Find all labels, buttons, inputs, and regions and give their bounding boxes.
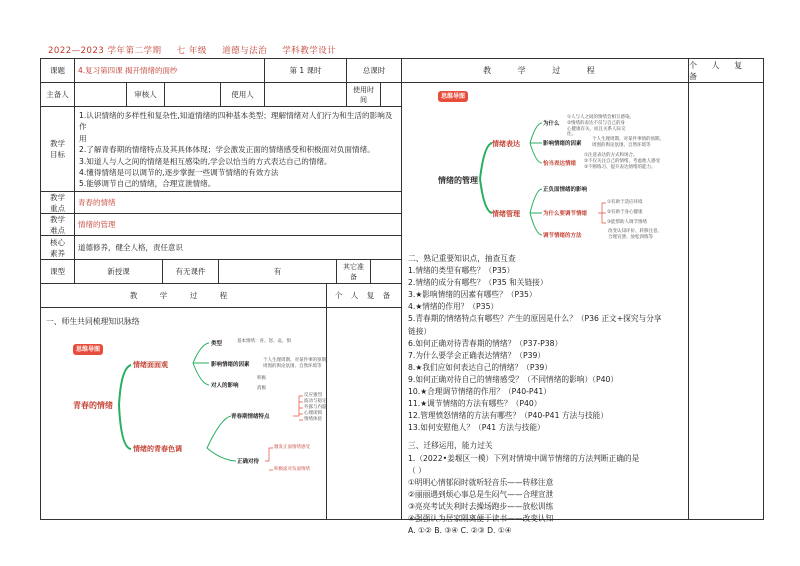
mcq-bracket: （ ） xyxy=(408,465,426,475)
mindmap-detail: ②不仅关注自己的情绪，考虑他人感受 xyxy=(584,159,661,164)
mindmap-node: 对人的影响 xyxy=(211,383,239,389)
doc-type: 学科教学设计 xyxy=(282,46,337,56)
lesson-type-value: 新授课 xyxy=(75,260,163,283)
difficulty-value: 情绪的管理 xyxy=(78,220,116,229)
user-label: 使用人 xyxy=(221,83,265,106)
courseware-label: 有无课件 xyxy=(163,260,219,283)
mindmap-detail: 激发正面情绪感受 xyxy=(274,445,310,450)
staff-row xyxy=(41,83,401,107)
personal-prep-header: 个 人 复 备 xyxy=(334,291,394,300)
teaching-process-table xyxy=(402,58,764,536)
mindmap-detail: 基本情绪：喜、怒、哀、惧 xyxy=(237,339,291,344)
mindmap-node: 调节情绪的方法 xyxy=(543,233,582,239)
question-item: 6.如何正确对待青春期的情绪？（P37-P38） xyxy=(408,338,563,348)
mindmap-root-right: 情绪的管理 xyxy=(438,176,478,185)
mindmap-branch-1: 情绪面面观 xyxy=(133,361,168,369)
preparer-value xyxy=(75,83,127,106)
courseware-value: 有 xyxy=(219,260,337,283)
reviewer-label: 审核人 xyxy=(127,83,165,106)
topic-value: 4.复习第四课 揭开情绪的面纱 xyxy=(75,59,265,82)
key-point-value: 青春的情绪 xyxy=(78,198,116,207)
mcq-statement: ②丽丽遇到烦心事总是生闷气——合理宣泄 xyxy=(408,489,554,499)
question-item: 1.情绪的类型有哪些？（P35） xyxy=(408,266,515,276)
question-item: 4.★情绪的作用？（P35） xyxy=(408,302,499,312)
question-item: 8.★我们应如何表达自己的情绪？（P39） xyxy=(408,362,552,372)
lesson-type-row xyxy=(41,260,401,284)
mindmap-detail: ③不断练习、提升表达情绪的能力。 xyxy=(584,165,656,170)
grade: 七 年级 xyxy=(176,46,207,56)
mindmap-detail: ③能帮助人调节情绪 xyxy=(607,220,648,225)
mcq-statement: ①明明心情郁闷时就听轻音乐——转移注意 xyxy=(408,477,554,487)
question-item: 7.为什么要学会正确表达情绪？（P39） xyxy=(408,350,546,360)
question-item: 链接） xyxy=(408,326,432,336)
mindmap-node: 为什么 xyxy=(543,121,560,127)
mindmap-detail: 消极 xyxy=(257,386,266,391)
mindmap-detail: 积极 xyxy=(257,376,266,381)
other-prep-label: 其它准备 xyxy=(337,260,371,283)
mindmap-badge-right: 思维导图 xyxy=(438,91,468,102)
lesson-info-table xyxy=(40,58,402,520)
core-literacy-value: 道德修养，健全人格，责任意识 xyxy=(78,243,183,252)
goal-item: 3.知道人与人之间的情绪是相互感染的,学会以恰当的方式表达自己的情绪。 xyxy=(79,156,332,166)
mcq-stem: 1.（2022•姜堰区一模）下列对情境中调节情绪的方法判断正确的是 xyxy=(408,453,640,463)
question-item: 11.★调节情绪的方法有哪些？（P40） xyxy=(408,399,542,409)
preparer-label: 主备人 xyxy=(41,83,75,106)
mindmap-branch-right-2: 情绪管理 xyxy=(492,210,520,218)
period-label: 第 1 课时 xyxy=(265,59,347,82)
mindmap-detail: 波动与稳定 xyxy=(304,399,327,404)
personal-prep-header-right: 个 人 复 备 xyxy=(689,60,749,81)
mindmap-node: 青春期情绪特点 xyxy=(231,414,270,420)
mcq-statement: ④强强认为居家隔离便于读书——改变认知 xyxy=(408,513,554,523)
mcq-statement: ③亮亮考试失利时去操场跑步——放松训练 xyxy=(408,501,554,511)
mindmap-detail: 改变认知评价、转移注意、 xyxy=(608,229,662,234)
process-body-row xyxy=(41,308,401,519)
question-item: 2.情绪的成分有哪些？（P35 和关链接） xyxy=(408,278,548,288)
use-time-label: 使用时间 xyxy=(347,83,381,106)
mindmap-node: 影响情绪的因素 xyxy=(211,362,250,368)
mindmap-detail: 情绪体验 xyxy=(304,417,322,422)
key-point-label: 教学重点 xyxy=(41,192,75,213)
mindmap-root: 青春的情绪 xyxy=(73,401,113,410)
goal-item: 4.懂得情绪是可以调节的,逐步掌握一些调节情绪的有效方法 xyxy=(79,168,279,178)
subject: 道德与法治 xyxy=(222,46,268,56)
topic-label: 课题 xyxy=(41,59,75,82)
mindmap-detail: ①人与人之间的情绪会相互感染。 xyxy=(567,115,635,120)
mindmap-branch-right-1: 情绪表达 xyxy=(492,140,520,148)
school-year: 2022—2023 学年第二学期 xyxy=(48,46,162,56)
mindmap-detail: ①注意表达的方式和场合。 xyxy=(584,153,638,158)
mindmap-detail: ②有助于身心健康 xyxy=(607,210,643,215)
personal-prep-body xyxy=(327,308,401,519)
section-3-title: 三、迁移运用，能力过关 xyxy=(408,441,493,451)
mindmap-detail: 外露与内隐 xyxy=(304,405,327,410)
question-item: 10.★合理调节情绪的作用？（P40-P41） xyxy=(408,387,551,397)
mindmap-detail: 周围的舆论氛围、自然环境等 xyxy=(592,143,651,148)
core-literacy-label: 核心素养 xyxy=(41,236,75,259)
mindmap-detail: 周围的舆论氛围、自然环境等 xyxy=(263,364,322,369)
mindmap-branch-2: 情绪的青春色调 xyxy=(133,445,182,453)
difficulty-row xyxy=(41,214,401,236)
process-body xyxy=(41,308,331,519)
other-prep-value xyxy=(371,260,401,283)
mindmap-detail: 心理闭锁 xyxy=(304,411,322,416)
mindmap-detail: 合理宣泄、放松训练等 xyxy=(608,235,653,240)
goal-item: 5.能够调节自己的情绪，合理宣泄情绪。 xyxy=(79,179,216,189)
reviewer-value xyxy=(165,83,221,106)
question-item: 9.如何正确对待自己的情绪感受？（不同情绪的影响）（P40） xyxy=(408,374,619,384)
difficulty-label: 教学难点 xyxy=(41,214,75,235)
mindmap-detail: ①有助于适应环境 xyxy=(607,200,643,205)
process-body-right xyxy=(402,83,689,536)
process-header-row xyxy=(41,284,401,308)
key-point-row xyxy=(41,192,401,214)
process-header: 教 学 过 程 xyxy=(41,284,327,307)
mindmap-node: 正确对待 xyxy=(237,459,260,465)
mcq-options: A. ①② B. ③④ C. ②③ D. ①④ xyxy=(408,526,512,536)
total-period-label: 总课时 xyxy=(362,66,386,75)
process-header-right: 教 学 过 程 xyxy=(402,59,689,82)
mindmap-badge: 思维导图 xyxy=(73,344,103,355)
mindmap-node: 影响情绪的因素 xyxy=(543,141,582,147)
document-header xyxy=(48,44,348,56)
mindmap-detail: 积极面对负面情绪 xyxy=(274,467,310,472)
goals-label: 教学目标 xyxy=(41,107,75,191)
section-2-title: 二、熟记重要知识点，抽查互查 xyxy=(408,254,516,263)
mindmap-node: 类型 xyxy=(211,341,223,347)
question-item: 5.青春期的情绪特点有哪些？产生的原因是什么？（P36 正文+探究与分享 xyxy=(408,314,662,324)
mindmap-node: 恰当表达情绪 xyxy=(543,161,577,167)
user-value xyxy=(265,83,347,106)
process-header-row-right xyxy=(402,59,763,83)
mindmap-detail: 个人生理周期、对某件事情的预期、 xyxy=(592,137,664,142)
mindmap-node: 正负面情绪的影响 xyxy=(543,187,588,193)
question-item: 13.如何安慰他人？（P41 方法与技能） xyxy=(408,423,545,433)
use-time-value xyxy=(381,83,401,106)
mindmap-detail: 个人生理周期、对某件事的预期、 xyxy=(263,358,331,363)
topic-row xyxy=(41,59,401,83)
mindmap-detail: ②情绪的表达不仅与自己的身心健康有关，而且关系人际交往。 xyxy=(567,121,626,137)
question-item: 3.★影响情绪的因素有哪些？（P35） xyxy=(408,290,537,300)
goal-item: 用 xyxy=(79,133,87,143)
goal-item: 1.认识情绪的多样性和复杂性,知道情绪的四种基本类型；理解情绪对人们行为和生活的影响及作 xyxy=(79,111,393,132)
goals-row xyxy=(41,107,401,192)
goals-list xyxy=(75,107,401,191)
mindmap-detail: 反应强烈 xyxy=(304,393,322,398)
core-literacy-row xyxy=(41,236,401,260)
mindmap-node: 为什么要调节情绪 xyxy=(543,211,588,217)
goal-item: 2.了解青春期的情绪特点及其具体体现；学会激发正面的情绪感受和积极面对负面情绪。 xyxy=(79,145,375,155)
section-1-title: 一、师生共同梳理知识脉络 xyxy=(46,317,140,326)
question-item: 12.管理愤怒情绪的方法有哪些？（P40-P41 方法与技能） xyxy=(408,411,609,421)
review-questions xyxy=(408,253,688,537)
lesson-type-label: 课型 xyxy=(41,260,75,283)
